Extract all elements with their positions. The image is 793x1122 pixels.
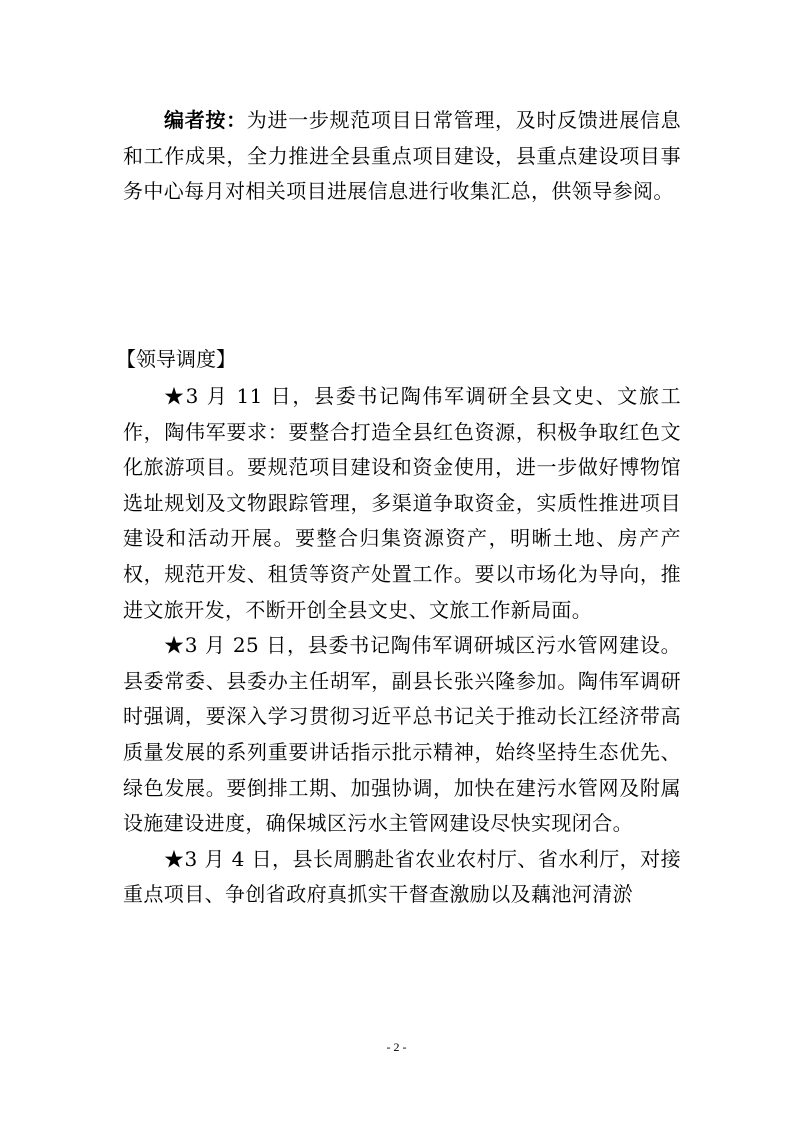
list-item: ★3 月 4 日，县长周鹏赴省农业农村厅、省水利厅，对接重点项目、争创省政府真抓实干督查激励以及藕池河清淤 [123,846,681,907]
section-heading: 【领导调度】 [116,347,236,371]
list-item: ★3 月 11 日，县委书记陶伟军调研全县文史、文旅工作，陶伟军要求：要整合打造全县红色资源，积极争取红色文化旅游项目。要规范项目建设和资金使用，进一步做好博物馆选址规划及文物跟踪管理，多渠道争取资金，实质性推进项目建设和活动开展。要整合归集资源资产，明晰土地、房产产权，规范开发、租赁等资产处置工作。要以市场化为导向，推进文旅开发，不断开创全县文史、文旅工作新局面。 [123,384,681,622]
editor-note [123,103,681,210]
editor-note-text: 为进一步规范项目日常管理，及时反馈进展信息和工作成果，全力推进全县重点项目建设，县重点建设项目事务中心每月对相关项目进展信息进行收集汇总，供领导参阅。 [123,108,681,204]
editor-note-label: 编者按： [164,108,247,132]
page-number: - 2 - [386,1040,407,1054]
section-items [123,379,681,913]
list-item: ★3 月 25 日，县委书记陶伟军调研城区污水管网建设。县委常委、县委办主任胡军，副县长张兴隆参加。陶伟军调研时强调，要深入学习贯彻习近平总书记关于推动长江经济带高质量发展的系列重要讲话指示批示精神，始终坚持生态优先、绿色发展。要倒排工期、加强协调，加快在建污水管网及附属设施建设进度，确保城区污水主管网建设尽快实现闭合。 [123,633,681,836]
